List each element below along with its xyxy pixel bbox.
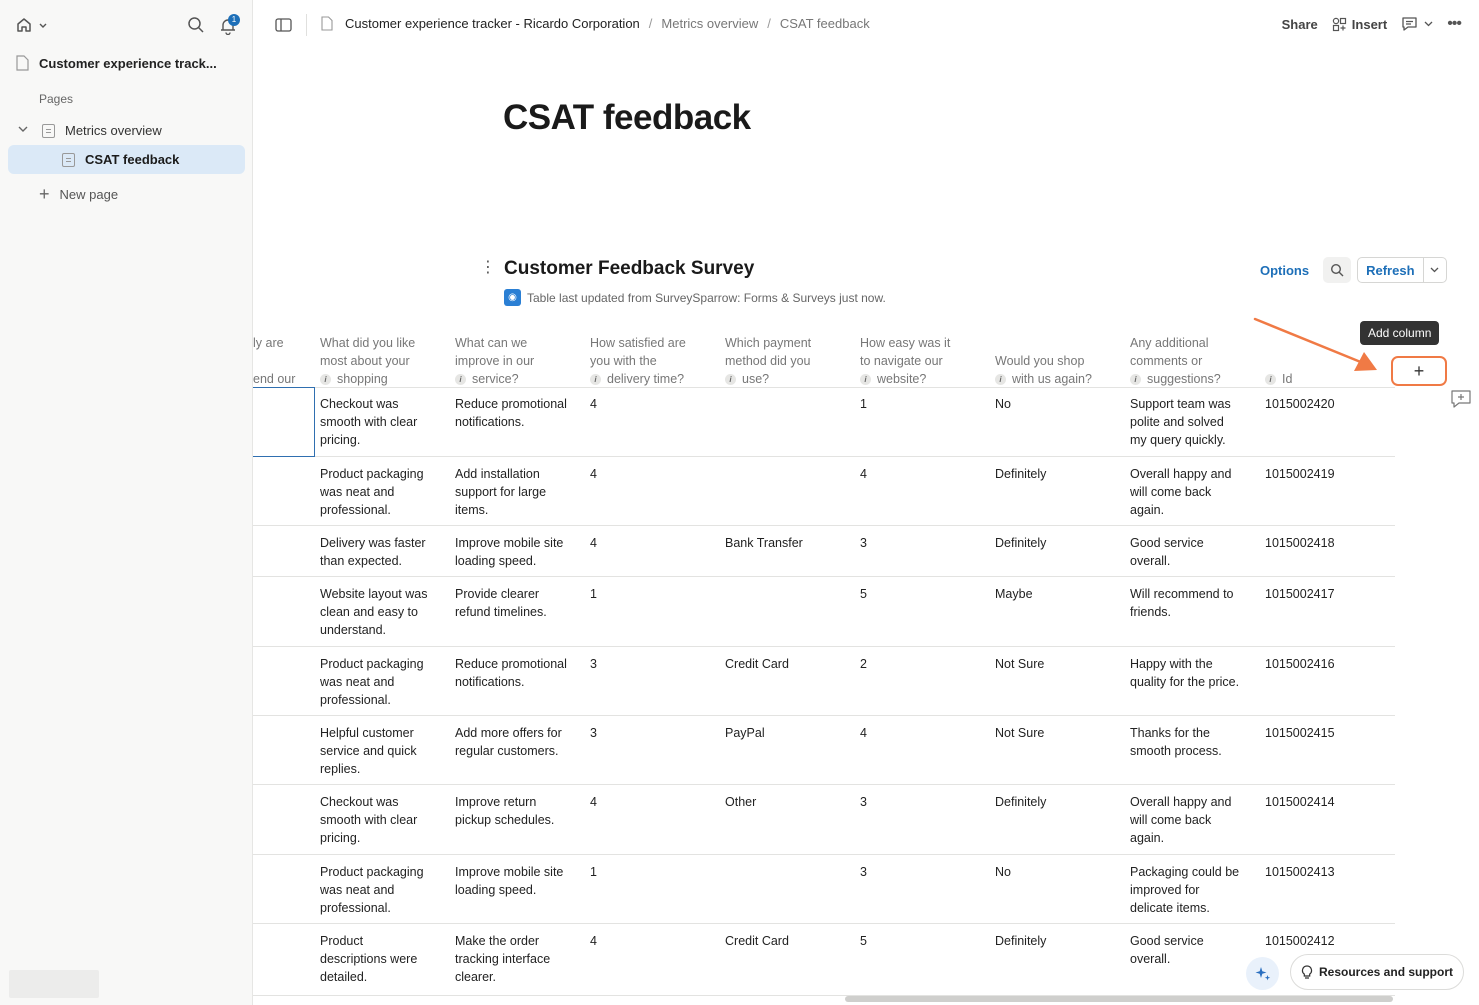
page-icon xyxy=(42,124,55,138)
insert-button[interactable] xyxy=(1332,17,1387,32)
sidebar-item-label: CSAT feedback xyxy=(85,152,180,167)
table-row xyxy=(253,855,1395,924)
cell-line: Add installation xyxy=(455,467,540,481)
table-row xyxy=(253,387,1395,457)
cell-line: delicate items. xyxy=(1130,901,1210,915)
options-button[interactable]: Options xyxy=(1260,262,1310,278)
cell-line: Support team was xyxy=(1130,397,1231,411)
cell-line: pricing. xyxy=(320,831,361,845)
table-row xyxy=(253,716,1395,785)
cell-line: notifications. xyxy=(455,675,525,689)
document-icon xyxy=(321,16,333,31)
table-cell-delivery[interactable]: 4 xyxy=(590,934,597,948)
add-column-button[interactable] xyxy=(1391,356,1447,386)
info-icon[interactable]: i xyxy=(1265,374,1276,385)
cell-line: loading speed. xyxy=(455,554,537,568)
breadcrumb: Customer experience tracker - Ricardo Corporation / Metrics overview / CSAT feedback xyxy=(321,16,870,31)
table-cell-improve[interactable] xyxy=(455,793,583,829)
column-header-partial[interactable]: ly are end our xyxy=(253,336,296,386)
table-cell-comments[interactable] xyxy=(1130,585,1258,621)
cell-line: polite and solved xyxy=(1130,415,1224,429)
table-cell-delivery[interactable]: 3 xyxy=(590,657,597,671)
cell-line: refund timelines. xyxy=(455,605,547,619)
table-subtitle-text: Table last updated from SurveySparrow: Forms & Surveys just now. xyxy=(527,290,886,305)
cell-line: Product xyxy=(320,934,364,948)
table-row xyxy=(253,647,1395,716)
cell-line: again. xyxy=(1130,831,1165,845)
table-row xyxy=(253,457,1395,526)
cell-line: Overall happy and xyxy=(1130,467,1232,481)
new-page-button[interactable] xyxy=(39,185,118,203)
table-cell-payment[interactable]: Other xyxy=(725,795,757,809)
table-cell-id[interactable]: 1015002413 xyxy=(1265,865,1335,879)
table-cell-id[interactable]: 1015002420 xyxy=(1265,397,1335,411)
table-cell-liked[interactable] xyxy=(320,724,448,778)
column-header-line: use? xyxy=(742,372,770,386)
table-cell-id[interactable]: 1015002414 xyxy=(1265,795,1335,809)
selected-cell[interactable] xyxy=(253,387,315,457)
cell-line: Improve mobile site xyxy=(455,865,564,879)
cell-line: detailed. xyxy=(320,970,368,984)
table-search-button[interactable] xyxy=(1323,257,1351,283)
cell-line: friends. xyxy=(1130,605,1171,619)
chevron-down-icon[interactable] xyxy=(18,125,32,136)
info-icon[interactable]: i xyxy=(725,374,736,385)
table-cell-payment[interactable]: Credit Card xyxy=(725,657,789,671)
feedback-table xyxy=(253,320,1395,996)
column-header-line: service? xyxy=(472,372,519,386)
info-icon[interactable]: i xyxy=(995,374,1006,385)
search-icon xyxy=(187,16,205,34)
column-header[interactable] xyxy=(590,326,715,388)
cell-line: understand. xyxy=(320,623,387,637)
table-cell-improve[interactable] xyxy=(455,932,583,986)
cell-line: Good service xyxy=(1130,536,1204,550)
cell-line: Happy with the xyxy=(1130,657,1213,671)
table-cell-payment[interactable]: Bank Transfer xyxy=(725,536,803,550)
sidebar-header xyxy=(0,0,253,50)
table-cell-id[interactable]: 1015002415 xyxy=(1265,726,1335,740)
sidebar-item-label: Metrics overview xyxy=(65,123,162,138)
column-header-line: most about your xyxy=(320,354,410,368)
breadcrumb-metrics-overview[interactable]: Metrics overview xyxy=(661,16,759,31)
table-cell-delivery[interactable]: 4 xyxy=(590,397,597,411)
column-header-line: What can we xyxy=(455,336,528,350)
table-cell-delivery[interactable]: 4 xyxy=(590,536,597,550)
share-button[interactable]: Share xyxy=(1281,16,1318,32)
cell-line: Website layout was xyxy=(320,587,428,601)
new-page-label: New page xyxy=(59,186,119,202)
column-header-line: What did you like xyxy=(320,336,416,350)
notification-badge: 1 xyxy=(228,14,240,26)
cell-line: was neat and xyxy=(320,883,395,897)
table-cell-liked[interactable] xyxy=(320,585,448,639)
document-icon xyxy=(16,55,29,71)
sparkle-icon xyxy=(1255,966,1271,982)
table-cell-again[interactable]: Definitely xyxy=(995,467,1047,481)
table-cell-improve[interactable] xyxy=(455,863,583,899)
table-cell-liked[interactable] xyxy=(320,793,448,847)
insert-label: Insert xyxy=(1351,16,1388,32)
cell-line: descriptions were xyxy=(320,952,418,966)
table-cell-delivery[interactable]: 4 xyxy=(590,795,597,809)
cell-line: overall. xyxy=(1130,952,1171,966)
column-header[interactable] xyxy=(860,326,985,388)
top-bar xyxy=(253,0,1479,50)
sidebar-item-metrics-overview[interactable] xyxy=(8,116,245,145)
table-cell-id[interactable]: 1015002416 xyxy=(1265,657,1335,671)
cell-line: quality for the price. xyxy=(1130,675,1240,689)
cell-line: was neat and xyxy=(320,485,395,499)
cell-line: Provide clearer xyxy=(455,587,540,601)
cell-line: Improve return xyxy=(455,795,537,809)
pages-section-label: Pages xyxy=(39,92,74,106)
cell-line: my query quickly. xyxy=(1130,433,1226,447)
table-cell-delivery[interactable]: 1 xyxy=(590,865,597,879)
resources-support-label: Resources and support xyxy=(1318,965,1454,979)
cell-line: regular customers. xyxy=(455,744,559,758)
column-header-line: Id xyxy=(1282,372,1293,386)
cell-line: Reduce promotional xyxy=(455,657,567,671)
column-header-line: to navigate our xyxy=(860,354,943,368)
table-cell-id[interactable]: 1015002417 xyxy=(1265,587,1335,601)
cell-line: will come back xyxy=(1130,813,1212,827)
table-cell-improve[interactable] xyxy=(455,395,583,431)
cell-line: professional. xyxy=(320,503,391,517)
cell-line: professional. xyxy=(320,693,391,707)
cell-line: was neat and xyxy=(320,675,395,689)
column-header-line: improve in our xyxy=(455,354,535,368)
resources-support-button[interactable] xyxy=(1290,954,1464,990)
cell-line: Improve mobile site xyxy=(455,536,564,550)
table-cell-ease[interactable]: 3 xyxy=(860,865,867,879)
column-header[interactable] xyxy=(725,326,850,388)
table-cell-ease[interactable]: 4 xyxy=(860,467,867,481)
table-cell-liked[interactable] xyxy=(320,534,448,570)
cell-line: Good service xyxy=(1130,934,1204,948)
search-button[interactable] xyxy=(186,14,206,36)
table-cell-ease[interactable]: 2 xyxy=(860,657,867,671)
cell-line: Thanks for the xyxy=(1130,726,1210,740)
info-icon[interactable]: i xyxy=(590,374,601,385)
cell-line: again. xyxy=(1130,503,1165,517)
breadcrumb-csat-feedback[interactable]: CSAT feedback xyxy=(779,16,870,31)
column-header[interactable] xyxy=(1130,326,1255,388)
table-cell-comments[interactable] xyxy=(1130,863,1258,917)
table-cell-liked[interactable] xyxy=(320,932,448,986)
toggle-sidebar-button[interactable] xyxy=(273,15,293,35)
table-cell-again[interactable]: Not Sure xyxy=(995,657,1045,671)
table-cell-again[interactable]: Not Sure xyxy=(995,726,1045,740)
column-header[interactable] xyxy=(995,326,1120,388)
column-header-line: suggestions? xyxy=(1147,372,1221,386)
cell-line: Make the order xyxy=(455,934,540,948)
more-options-icon[interactable]: ••• xyxy=(1447,15,1461,32)
plus-icon: + xyxy=(39,184,50,204)
column-header-line: with us again? xyxy=(1012,372,1092,386)
column-header-line: Any additional xyxy=(1130,336,1209,350)
table-cell-ease[interactable]: 3 xyxy=(860,536,867,550)
cell-line: replies. xyxy=(320,762,361,776)
plus-icon: + xyxy=(1413,360,1425,381)
column-header-line: Would you shop xyxy=(995,354,1085,368)
cell-line: Will recommend to xyxy=(1130,587,1234,601)
cell-line: smooth process. xyxy=(1130,744,1222,758)
sidebar xyxy=(0,0,253,1005)
ai-assistant-button[interactable] xyxy=(1246,957,1279,990)
add-comment-icon[interactable] xyxy=(1450,389,1472,409)
table-cell-comments[interactable] xyxy=(1130,465,1258,519)
table-subtitle xyxy=(504,289,886,306)
cell-line: Helpful customer xyxy=(320,726,414,740)
cell-line: clearer. xyxy=(455,970,496,984)
breadcrumb-doc[interactable]: Customer experience tracker - Ricardo Corporation xyxy=(345,16,640,31)
table-cell-again[interactable]: No xyxy=(995,397,1011,411)
column-header-line: delivery time? xyxy=(607,372,685,386)
cell-line: Overall happy and xyxy=(1130,795,1232,809)
table-cell-delivery[interactable]: 4 xyxy=(590,467,597,481)
comment-icon xyxy=(1401,16,1418,32)
cell-line: notifications. xyxy=(455,415,525,429)
column-header-line: method did you xyxy=(725,354,811,368)
table-cell-ease[interactable]: 5 xyxy=(860,587,867,601)
table-cell-id[interactable]: 1015002418 xyxy=(1265,536,1335,550)
cell-line: Checkout was xyxy=(320,397,399,411)
cell-line: items. xyxy=(455,503,489,517)
column-header-line: website? xyxy=(877,372,927,386)
cell-line: support for large xyxy=(455,485,547,499)
cell-line: will come back xyxy=(1130,485,1212,499)
table-cell-delivery[interactable]: 1 xyxy=(590,587,597,601)
refresh-split-button xyxy=(1357,257,1446,283)
cell-line: improved for xyxy=(1130,883,1200,897)
table-cell-comments[interactable] xyxy=(1130,655,1258,691)
divider xyxy=(306,14,307,36)
info-icon[interactable]: i xyxy=(860,374,871,385)
home-icon xyxy=(15,16,51,34)
horizontal-scrollbar[interactable] xyxy=(845,996,1393,1002)
page-title: CSAT feedback xyxy=(503,98,751,137)
table-row xyxy=(253,577,1395,647)
sidebar-footer-placeholder xyxy=(9,970,99,998)
table-cell-improve[interactable] xyxy=(455,724,583,760)
cell-line: loading speed. xyxy=(455,883,537,897)
table-cell-improve[interactable] xyxy=(455,534,583,570)
insert-icon xyxy=(1332,17,1347,32)
add-column-tooltip: Add column xyxy=(1360,321,1439,345)
table-cell-comments[interactable] xyxy=(1130,793,1258,847)
table-cell-ease[interactable]: 3 xyxy=(860,795,867,809)
table-cell-again[interactable]: Definitely xyxy=(995,934,1047,948)
cell-line: service and quick xyxy=(320,744,417,758)
column-header-line: comments or xyxy=(1130,354,1203,368)
table-cell-id[interactable]: 1015002412 xyxy=(1265,934,1335,948)
column-header[interactable] xyxy=(455,326,580,388)
page-icon xyxy=(62,153,75,167)
cell-line: professional. xyxy=(320,901,391,915)
table-row xyxy=(253,785,1395,855)
column-header-line: How satisfied are xyxy=(590,336,686,350)
cell-line: pickup schedules. xyxy=(455,813,555,827)
table-row xyxy=(253,526,1395,577)
column-header-line: Which payment xyxy=(725,336,812,350)
table-cell-ease[interactable]: 4 xyxy=(860,726,867,740)
table-cell-liked[interactable] xyxy=(320,655,448,709)
surveysparrow-logo-icon: ◉ xyxy=(504,289,521,306)
info-icon[interactable]: i xyxy=(455,374,466,385)
refresh-button[interactable]: Refresh xyxy=(1358,258,1423,282)
table-cell-improve[interactable] xyxy=(455,465,583,519)
table-cell-liked[interactable] xyxy=(320,863,448,917)
table-cell-ease[interactable]: 5 xyxy=(860,934,867,948)
table-title: Customer Feedback Survey xyxy=(504,258,755,279)
info-icon[interactable]: i xyxy=(1130,374,1141,385)
cell-line: pricing. xyxy=(320,433,361,447)
table-cell-improve[interactable] xyxy=(455,655,583,691)
cell-line: than expected. xyxy=(320,554,403,568)
sidebar-toggle-icon xyxy=(275,18,292,32)
doc-title: Customer experience track... xyxy=(39,55,217,71)
column-header-line: you with the xyxy=(590,354,657,368)
sidebar-item-csat-feedback[interactable] xyxy=(8,145,245,174)
cell-line: overall. xyxy=(1130,554,1171,568)
cell-line: Checkout was xyxy=(320,795,399,809)
table-cell-comments[interactable] xyxy=(1130,534,1258,570)
table-cell-liked[interactable] xyxy=(320,465,448,519)
cell-line: Product packaging xyxy=(320,467,424,481)
cell-line: Reduce promotional xyxy=(455,397,567,411)
top-actions xyxy=(1282,15,1461,33)
search-icon xyxy=(1330,263,1344,277)
chevron-down-icon xyxy=(1424,21,1433,27)
table-cell-delivery[interactable]: 3 xyxy=(590,726,597,740)
cell-line: Product packaging xyxy=(320,865,424,879)
column-header[interactable] xyxy=(320,326,445,388)
table-cell-again[interactable]: Definitely xyxy=(995,536,1047,550)
cell-line: Add more offers for xyxy=(455,726,562,740)
table-cell-payment[interactable]: PayPal xyxy=(725,726,765,740)
cell-line: Delivery was faster xyxy=(320,536,426,550)
table-cell-payment[interactable]: Credit Card xyxy=(725,934,789,948)
table-cell-improve[interactable] xyxy=(455,585,583,621)
table-cell-id[interactable]: 1015002419 xyxy=(1265,467,1335,481)
table-cell-comments[interactable] xyxy=(1130,724,1258,760)
table-cell-again[interactable]: No xyxy=(995,865,1011,879)
table-row xyxy=(253,924,1395,996)
doc-title-item[interactable] xyxy=(16,52,246,74)
table-cell-comments[interactable] xyxy=(1130,395,1258,449)
home-menu-button[interactable] xyxy=(14,14,52,36)
lightbulb-icon xyxy=(1301,965,1313,980)
cell-line: smooth with clear xyxy=(320,415,418,429)
table-cell-again[interactable]: Definitely xyxy=(995,795,1047,809)
cell-line: clean and easy to xyxy=(320,605,418,619)
info-icon[interactable]: i xyxy=(320,374,331,385)
table-cell-liked[interactable] xyxy=(320,395,448,449)
column-header-line: shopping xyxy=(337,372,388,386)
chevron-down-icon xyxy=(1430,267,1439,273)
table-cell-comments[interactable] xyxy=(1130,932,1258,968)
refresh-dropdown-button[interactable] xyxy=(1424,258,1446,282)
table-menu-icon[interactable]: ⋮ xyxy=(480,259,496,276)
table-cell-again[interactable]: Maybe xyxy=(995,587,1033,601)
table-cell-ease[interactable]: 1 xyxy=(860,397,867,411)
comments-button[interactable] xyxy=(1401,16,1433,32)
cell-line: tracking interface xyxy=(455,952,551,966)
cell-line: smooth with clear xyxy=(320,813,418,827)
cell-line: Product packaging xyxy=(320,657,424,671)
cell-line: Packaging could be xyxy=(1130,865,1240,879)
column-header-line: How easy was it xyxy=(860,336,951,350)
table-actions xyxy=(1252,257,1447,283)
